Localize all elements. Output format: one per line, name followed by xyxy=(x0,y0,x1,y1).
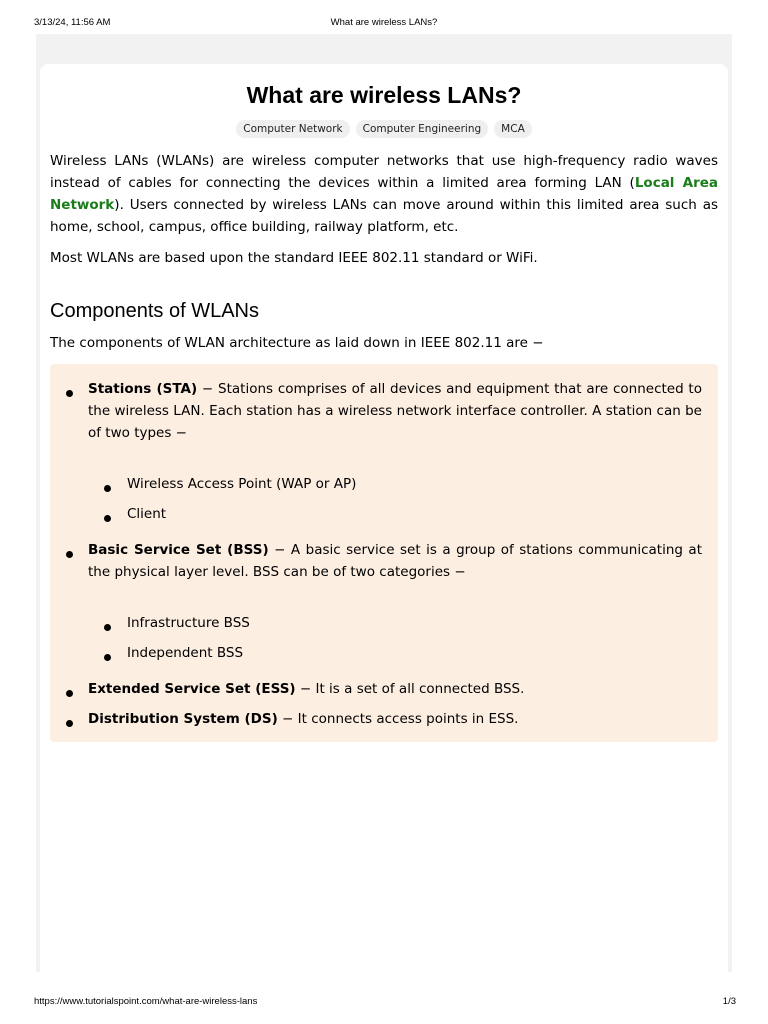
bullet-icon xyxy=(66,551,73,558)
article-title: What are wireless LANs? xyxy=(246,82,522,108)
list-item xyxy=(50,378,702,525)
component-desc: − It is a set of all connected BSS. xyxy=(295,681,525,697)
sublist-text: Independent BSS xyxy=(127,645,244,661)
list-item xyxy=(50,708,702,730)
section-heading: Components of WLANs xyxy=(50,300,259,322)
bullet-icon xyxy=(104,485,111,492)
bullet-icon xyxy=(66,720,73,727)
sublist-text: Client xyxy=(127,506,167,522)
intro-text-after: ). Users connected by wireless LANs can move around within this limited area such as home, school, campus, office building, railway platform, etc. xyxy=(50,197,718,235)
local-area-network-link[interactable]: Local Area Network xyxy=(50,175,718,213)
component-term: Extended Service Set (ESS) xyxy=(88,681,296,697)
sublist-item xyxy=(88,642,702,664)
sublist-text: Infrastructure BSS xyxy=(127,615,250,631)
section-intro: The components of WLAN architecture as laid down in IEEE 802.11 are − xyxy=(50,335,544,351)
sublist-item xyxy=(88,612,702,634)
print-page-number: 1/3 xyxy=(722,996,736,1007)
print-footer xyxy=(0,996,768,1010)
tag-computer-network[interactable]: Computer Network xyxy=(236,120,349,138)
list-item xyxy=(50,539,702,664)
sublist xyxy=(88,612,702,664)
print-header xyxy=(0,17,768,31)
bullet-icon xyxy=(66,390,73,397)
print-url: https://www.tutorialspoint.com/what-are-wireless-lans xyxy=(34,996,258,1007)
component-term: Stations (STA) xyxy=(88,381,198,397)
tag-computer-engineering[interactable]: Computer Engineering xyxy=(356,120,489,138)
bullet-icon xyxy=(104,624,111,631)
intro-paragraph xyxy=(50,150,718,238)
component-desc: − It connects access points in ESS. xyxy=(277,711,519,727)
intro-text-before: Wireless LANs (WLANs) are wireless computer networks that use high-frequency radio waves instead of cables for connecting the devices within a limited area forming LAN ( xyxy=(50,153,718,191)
components-list xyxy=(50,378,702,730)
bullet-icon xyxy=(104,515,111,522)
component-term: Basic Service Set (BSS) xyxy=(88,542,269,558)
print-datetime: 3/13/24, 11:56 AM xyxy=(34,17,111,28)
sublist-item xyxy=(88,473,702,495)
sublist-text: Wireless Access Point (WAP or AP) xyxy=(127,476,357,492)
sublist-item xyxy=(88,503,702,525)
component-term: Distribution System (DS) xyxy=(88,711,278,727)
list-item xyxy=(50,678,702,700)
print-page-title: What are wireless LANs? xyxy=(330,17,438,28)
tag-mca[interactable]: MCA xyxy=(494,120,532,138)
bullet-icon xyxy=(66,690,73,697)
tag-list xyxy=(40,120,728,138)
article-body xyxy=(50,150,718,742)
components-box xyxy=(50,364,718,742)
bullet-icon xyxy=(104,654,111,661)
component-desc: − A basic service set is a group of stations communicating at the physical layer level. BSS can be of two categories − xyxy=(88,542,702,580)
standard-paragraph: Most WLANs are based upon the standard IEEE 802.11 standard or WiFi. xyxy=(50,250,538,266)
component-desc: − Stations comprises of all devices and equipment that are connected to the wireless LAN. Each station has a wireless network interface controller. A station can be of two types − xyxy=(88,381,702,441)
sublist xyxy=(88,473,702,525)
